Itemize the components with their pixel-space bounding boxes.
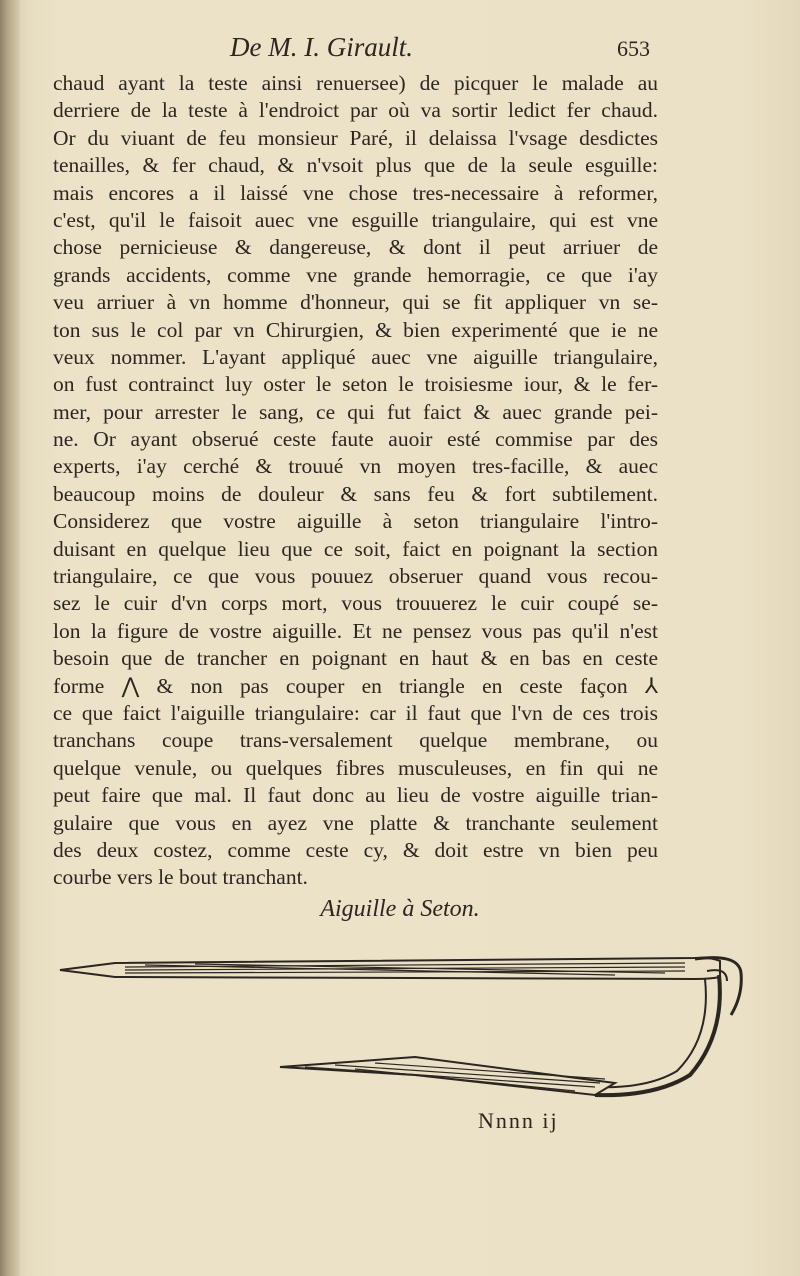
text-line: chaud ayant la teste ainsi renuersee) de picquer le malade au bbox=[53, 71, 658, 95]
text-line: peut faire que mal. Il faut donc au lieu de vostre aiguille trian- bbox=[53, 783, 658, 808]
text-line: c'est, qu'il le faisoit auec vne esguille triangulaire, qui est vne bbox=[53, 207, 658, 232]
text-line: gulaire que vous en ayez vne platte & tranchante seulement bbox=[53, 810, 658, 835]
text-line: beaucoup moins de douleur & sans feu & fort subtilement. bbox=[53, 481, 658, 506]
text-line: veu arriuer à vn homme d'honneur, qui se fit appliquer vn se- bbox=[53, 290, 658, 315]
binding-gutter bbox=[0, 0, 20, 1276]
text-line: tranchans coupe trans-versalement quelque membrane, ou bbox=[53, 728, 658, 753]
text-line: ce que faict l'aiguille triangulaire: car il faut que l'vn de ces trois bbox=[53, 700, 658, 725]
seton-needle-icon bbox=[55, 955, 755, 1105]
text-line: forme ⋀ & non pas couper en triangle en ceste façon ⅄ bbox=[53, 673, 658, 698]
page-number: 653 bbox=[617, 36, 650, 61]
text-line: chose pernicieuse & dangereuse, & dont il peut arriuer de bbox=[53, 235, 658, 260]
text-line: experts, i'ay cerché & trouué vn moyen tres-facille, & auec bbox=[53, 454, 658, 479]
text-line: sez le cuir d'vn corps mort, vous trouuerez le cuir coupé se- bbox=[53, 591, 658, 616]
text-line: grands accidents, comme vne grande hemorragie, ce que i'ay bbox=[53, 262, 658, 287]
text-line: quelque venule, ou quelques fibres musculeuses, en fin qui ne bbox=[53, 755, 658, 780]
text-line: des deux costez, comme ceste cy, & doit estre vn bien peu bbox=[53, 837, 658, 862]
text-line: ne. Or ayant obserué ceste faute auoir esté commise par des bbox=[53, 427, 658, 452]
text-line: ton sus le col par vn Chirurgien, & bien experimenté que ie ne bbox=[53, 317, 658, 342]
page-header bbox=[0, 30, 800, 70]
text-line: besoin que de trancher en poignant en haut & en bas en ceste bbox=[53, 646, 658, 671]
text-line: derriere de la teste à l'endroict par où va sortir ledict fer chaud. bbox=[53, 98, 658, 123]
text-line: Or du viuant de feu monsieur Paré, il delaissa l'vsage desdictes bbox=[53, 125, 658, 150]
text-line: mais encores a il laissé vne chose tres-necessaire à reformer, bbox=[53, 180, 658, 205]
text-line: veux nommer. L'ayant appliqué auec vne aiguille triangulaire, bbox=[53, 344, 658, 369]
text-line: tenailles, & fer chaud, & n'vsoit plus que de la seule esguille: bbox=[53, 153, 658, 178]
running-head: De M. I. Girault. bbox=[230, 32, 413, 62]
body-text bbox=[53, 70, 658, 892]
text-line: Considerez que vostre aiguille à seton triangulaire l'intro- bbox=[53, 509, 658, 534]
signature-mark: Nnnn ij bbox=[478, 1108, 559, 1133]
text-line: on fust contrainct luy oster le seton le troisiesme iour, & le fer- bbox=[53, 372, 658, 397]
text-line: lon la figure de vostre aiguille. Et ne pensez vous pas qu'il n'est bbox=[53, 618, 658, 643]
text-line: triangulaire, ce que vous pouuez obseruer quand vous recou- bbox=[53, 564, 658, 589]
text-line: mer, pour arrester le sang, ce qui fut faict & auec grande pei- bbox=[53, 399, 658, 424]
text-line: duisant en quelque lieu que ce soit, faict en poignant la section bbox=[53, 536, 658, 561]
figure-title: Aiguille à Seton. bbox=[320, 896, 480, 922]
text-line: courbe vers le bout tranchant. bbox=[53, 865, 308, 890]
